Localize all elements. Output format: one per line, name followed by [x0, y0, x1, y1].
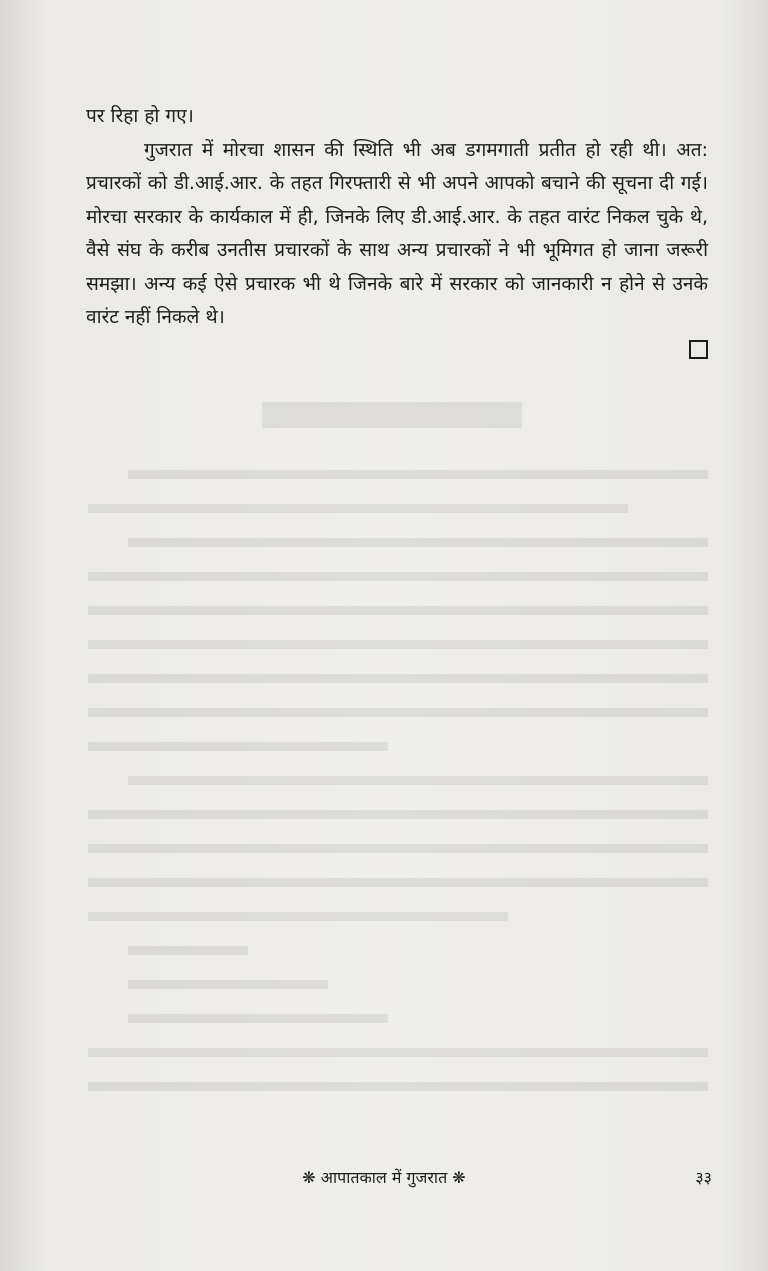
bleed-through-text [88, 470, 708, 1110]
body-text [86, 100, 708, 368]
paragraph-continuation: पर रिहा हो गए। [86, 105, 194, 127]
running-footer-title: ❋ आपातकाल में गुजरात ❋ [302, 1168, 466, 1187]
section-end [86, 335, 708, 368]
bleed-through-heading [262, 396, 522, 434]
paragraph: गुजरात में मोरचा शासन की स्थिति भी अब डगमगाती प्रतीत हो रही थी। अत: प्रचारकों को डी.आई.आर. के तहत गिरफ्तारी से भी अपने आपको बचाने की सूचना दी गई। मोरचा सरकार के कार्यकाल में ही, जिनके लिए डी.आई.आर. के तहत वारंट निकल चुके थे, वैसे संघ के करीब उनतीस प्रचारकों के साथ अन्य प्रचारकों ने भी भूमिगत हो जाना जरूरी समझा। अन्य कई ऐसे प्रचारक भी थे जिनके बारे में सरकार को जानकारी न होने से उनके वारंट नहीं निकले थे। [86, 138, 708, 328]
page-number: ३३ [695, 1168, 712, 1187]
hollow-square-icon [689, 340, 708, 359]
